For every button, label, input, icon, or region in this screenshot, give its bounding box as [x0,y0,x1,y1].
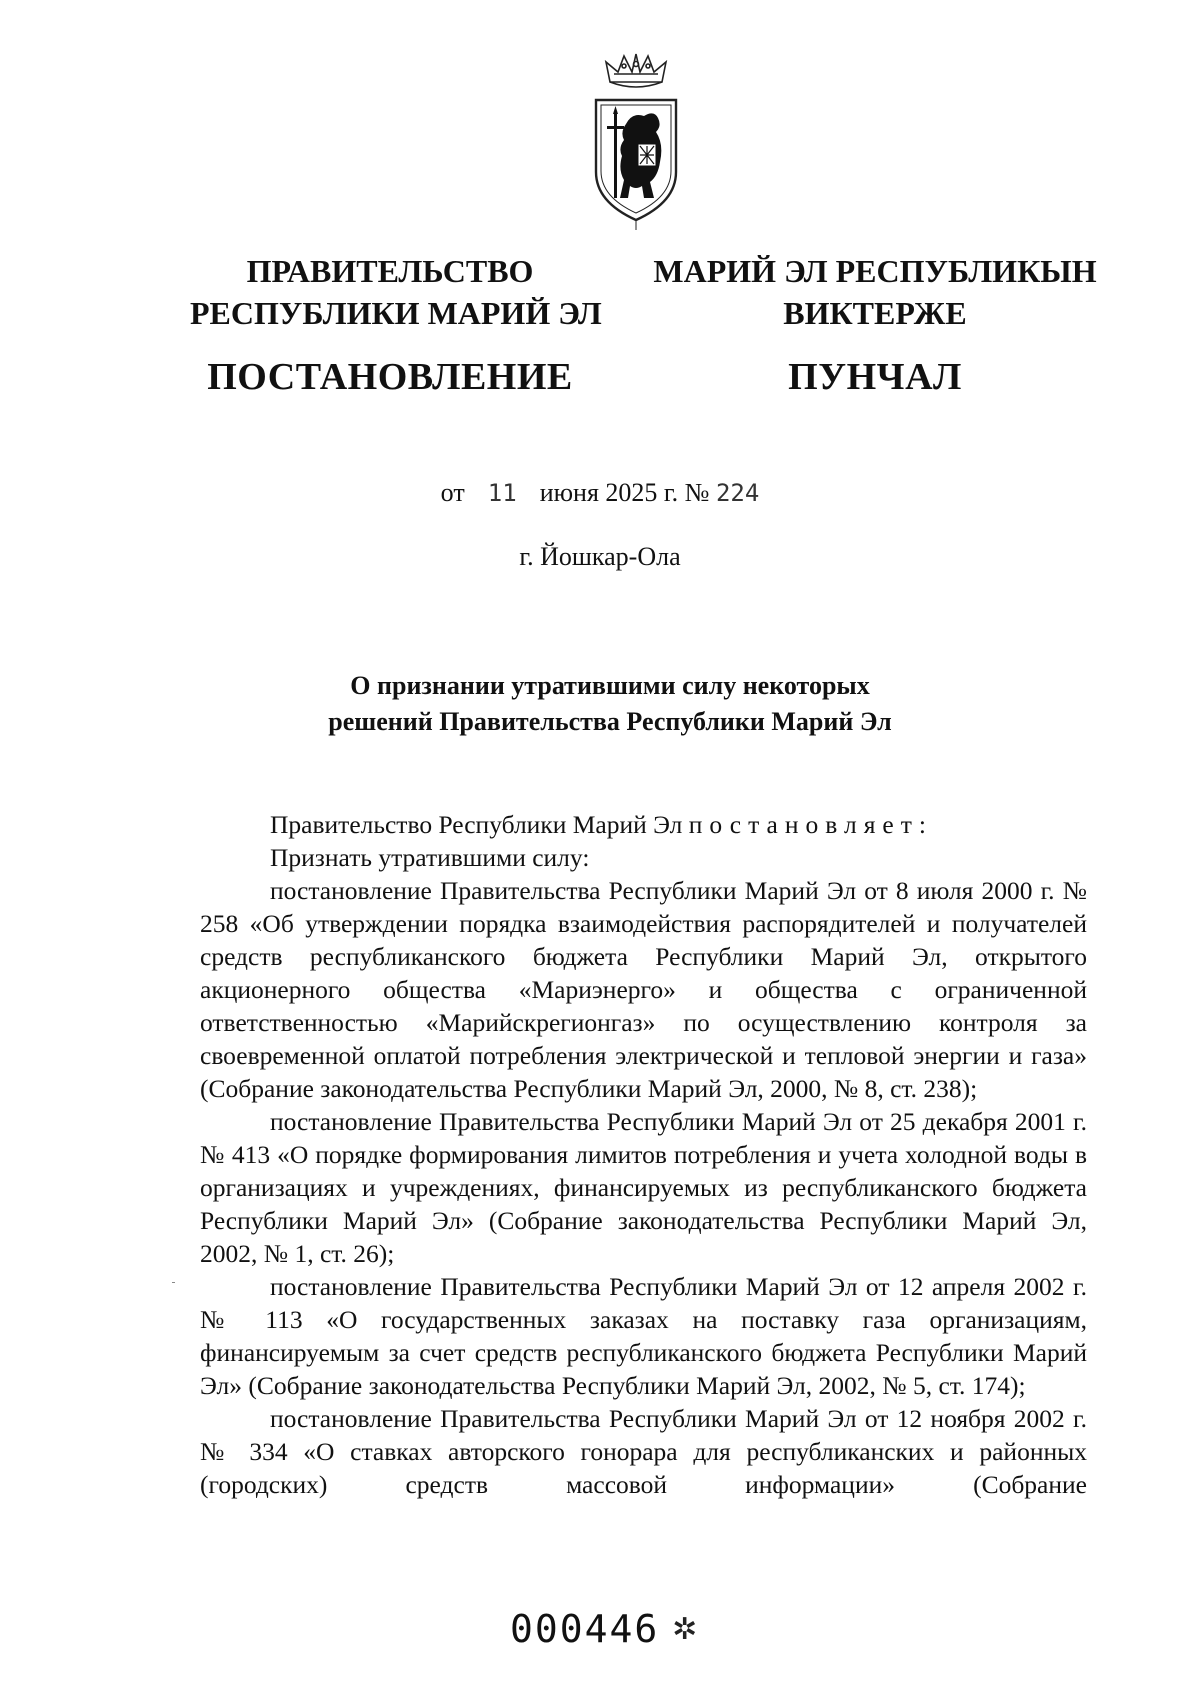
list-item: постановление Правительства Республики Марий Эл от 25 декабря 2001 г. № 413 «О порядке формирования лимитов потребления и учета холодной воды в организациях и учреждениях, финансируемых из республиканского бюджета Республики Марий Эл» (Собрание законодательства Республики Марий Эл, 2002, № 1, ст. 26); [200,1107,1087,1268]
document-type-mari: ПУНЧАЛ [788,356,962,398]
form-serial-number: 000446 [510,1607,660,1651]
date-day: 11 [487,479,517,507]
coat-of-arms-mari-el-icon [588,52,684,232]
list-item: постановление Правительства Республики Марий Эл от 12 апреля 2002 г. № 113 «О государственных заказах на поставку газа организациям, финансируемым за счет средств республиканского бюджета Республики Марий Эл» (Собрание законодательства Республики Марий Эл, 2002, № 5, ст. 174); [200,1272,1087,1400]
intro-decree-verb: постановляет: [688,810,933,839]
document-type: ПОСТАНОВЛЕНИЕ [207,356,573,398]
document-title [250,668,970,740]
city: г. Йошкар-Ола [519,542,681,571]
date-prefix: от [440,478,465,507]
document-date [0,476,1200,510]
decree-line: Признать утратившими силу: [270,843,590,872]
intro-paragraph [200,808,1087,841]
intro-text: Правительство Республики Марий Эл [270,810,689,839]
header-left [190,250,602,402]
list-item: постановление Правительства Республики Марий Эл от 8 июля 2000 г. № 258 «Об утверждении порядка взаимодействия распорядителей и получателей средств республиканского бюджета Республики Марий Эл, открытого акционерного общества «Мариэнерго» и общества с ограниченной ответственностью «Марийскрегионгаз» по осуществлению контроля за своевременной оплатой потребления электрической и тепловой энергии и газа» (Собрание законодательства Республики Марий Эл, 2000, № 8, ст. 238); [200,876,1087,1103]
list-item: постановление Правительства Республики Марий Эл от 12 ноября 2002 г. № 334 «О ставках авторского гонорара для республиканских и районных (городских) средств массовой информации» (Собрание [200,1404,1087,1499]
org-name-line2: РЕСПУБЛИКИ МАРИЙ ЭЛ [190,295,602,331]
header-right [650,250,1100,402]
asterisk-mark-icon: ✲ [672,1612,698,1647]
document-number: 224 [715,479,760,507]
title-line1: О признании утратившими силу некоторых [350,671,870,700]
org-name-line1: ПРАВИТЕЛЬСТВО [246,253,534,289]
org-name-line2-mari: ВИКТЕРЖЕ [783,295,967,331]
scan-mark [172,1282,175,1283]
title-line2: решений Правительства Республики Марий Эл [328,707,892,736]
date-month-year: июня 2025 г. № [539,478,710,507]
document-body [200,808,1087,1501]
org-name-line1-mari: МАРИЙ ЭЛ РЕСПУБЛИКЫН [653,253,1097,289]
